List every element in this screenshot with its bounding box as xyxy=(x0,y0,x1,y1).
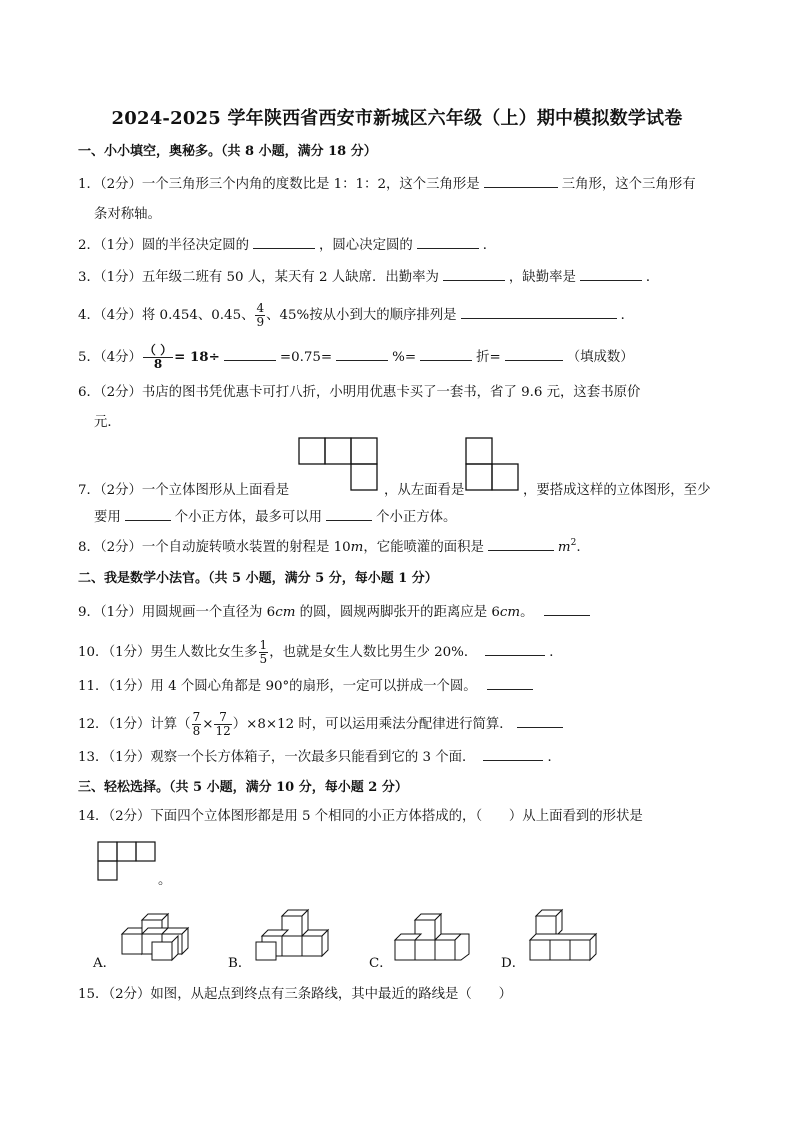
question-11 xyxy=(78,677,537,696)
question-6: 6．（2分）书店的图书凭优惠卡可打八折，小明用优惠卡买了一套书，省了 9.6 元，这套书原价 xyxy=(78,385,641,400)
q12-frac1-den: 8 xyxy=(192,724,201,738)
q12-fraction-2 xyxy=(214,711,231,738)
question-12 xyxy=(78,711,567,738)
q7-text-d: 要用 xyxy=(94,510,121,525)
q2-text-c: ． xyxy=(482,238,497,253)
q7-text-a: 7．（2分）一个立体图形从上面看是 xyxy=(78,483,290,498)
q1-blank[interactable] xyxy=(484,175,558,188)
q11-blank[interactable] xyxy=(487,677,533,690)
q7-top-view-figure xyxy=(298,437,382,495)
q10-frac-den: 5 xyxy=(259,652,268,666)
q4-frac-den: 9 xyxy=(256,315,265,329)
option-b-figure[interactable] xyxy=(252,906,332,962)
q10-frac-num: 1 xyxy=(259,638,268,652)
q5-text-a: 5．（4分） xyxy=(78,350,142,365)
q12-text-b: ）×8×12 时，可以运用乘法分配律进行简算． xyxy=(232,717,513,732)
q10-text-c: ． xyxy=(549,645,563,660)
section-1-heading: 一、小小填空，奥秘多。（共 8 小题，满分 18 分） xyxy=(78,144,377,159)
q4-blank[interactable] xyxy=(461,306,617,319)
q5-fraction xyxy=(143,344,173,371)
question-7-b: ，从左面看是 xyxy=(384,483,465,498)
q10-fraction xyxy=(259,639,269,666)
q4-text-a: 4．（4分）将 0.454、0.45、 xyxy=(78,308,255,323)
q9-text-a: 9．（1分）用圆规画一个直径为 6 xyxy=(78,605,276,620)
option-b-label[interactable]: B． xyxy=(228,956,252,971)
q12-frac2-num: 7 xyxy=(214,711,231,725)
option-a-label[interactable]: A． xyxy=(93,956,117,971)
section-2-heading: 二、我是数学小法官。（共 5 小题，满分 5 分，每小题 1 分） xyxy=(78,571,438,586)
option-a-figure[interactable] xyxy=(118,906,192,962)
option-d-label[interactable]: D． xyxy=(501,956,526,971)
q1-text-b: 三角形，这个三角形有 xyxy=(561,177,696,192)
question-4 xyxy=(78,302,634,329)
question-6-cont: 元． xyxy=(94,415,121,430)
q7-text-e: 个小正方体，最多可以用 xyxy=(174,510,323,525)
q9-unit-1: cm xyxy=(275,605,296,620)
q10-text-b: ，也就是女生人数比男生少 20%． xyxy=(269,645,478,660)
q3-blank-1[interactable] xyxy=(443,268,505,281)
q5-text-f: （填成数） xyxy=(566,350,634,365)
q13-text-a: 13．（1分）观察一个长方体箱子，一次最多只能看到它的 3 个面． xyxy=(78,750,476,765)
q5-text-e: 折= xyxy=(476,350,501,365)
q12-blank[interactable] xyxy=(517,715,563,728)
q2-text-a: 2．（1分）圆的半径决定圆的 xyxy=(78,238,250,253)
q7-left-view-figure xyxy=(465,437,523,495)
q7-blank-2[interactable] xyxy=(326,508,372,521)
question-7 xyxy=(78,482,289,500)
q9-unit-2: cm xyxy=(499,605,521,620)
q5-blank-1[interactable] xyxy=(224,348,276,361)
q9-text-b: 的圆，圆规两脚张开的距离应是 6 xyxy=(295,605,500,620)
q10-text-a: 10．（1分）男生人数比女生多 xyxy=(78,645,258,660)
q8-text-a: 8．（2分）一个自动旋转喷水装置的射程是 10 xyxy=(78,540,351,555)
q9-blank[interactable] xyxy=(544,603,590,616)
q14-top-view-figure xyxy=(97,841,159,883)
option-c-figure[interactable] xyxy=(393,910,473,962)
section-3-heading: 三、轻松选择。（共 5 小题，满分 10 分，每小题 2 分） xyxy=(78,780,408,795)
q12-text-a: 12．（1分）计算（ xyxy=(78,717,191,732)
q2-text-b: ，圆心决定圆的 xyxy=(319,238,413,253)
q8-unit-m2: m xyxy=(557,540,571,555)
question-1-cont: 条对称轴。 xyxy=(94,207,161,222)
q5-blank-3[interactable] xyxy=(420,348,472,361)
q8-text-c: . xyxy=(576,540,581,555)
q8-blank[interactable] xyxy=(488,538,554,551)
q5-frac-num: （ ） xyxy=(143,343,173,357)
q3-text-c: ． xyxy=(645,270,660,285)
page-title: 2024-2025 学年陕西省西安市新城区六年级（上）期中模拟数学试卷 xyxy=(111,108,683,129)
q12-fraction-1 xyxy=(192,711,202,738)
q8-unit-sup: 2 xyxy=(570,538,577,548)
q8-text-b: ，它能喷灌的面积是 xyxy=(363,540,484,555)
question-8 xyxy=(78,538,581,557)
q13-text-c: ． xyxy=(547,750,561,765)
question-5 xyxy=(78,344,634,371)
q1-text-a: 1．（2分）一个三角形三个内角的度数比是 1：1：2，这个三角形是 xyxy=(78,177,480,192)
q12-times: × xyxy=(202,717,214,732)
q5-text-d: %= xyxy=(392,350,417,365)
q2-blank-1[interactable] xyxy=(253,236,315,249)
q4-fraction xyxy=(255,302,265,329)
q9-text-c: 。 xyxy=(520,605,534,620)
q5-blank-2[interactable] xyxy=(336,348,388,361)
q4-frac-num: 4 xyxy=(256,301,265,315)
question-13 xyxy=(78,748,561,767)
q5-frac-den: 8 xyxy=(153,357,163,371)
q10-blank[interactable] xyxy=(485,643,545,656)
question-10 xyxy=(78,639,563,666)
question-15: 15．（2分）如图，从起点到终点有三条路线，其中最近的路线是（ ） xyxy=(78,987,512,1002)
q11-text-a: 11．（1分）用 4 个圆心角都是 90°的扇形，一定可以拼成一个圆。 xyxy=(78,679,477,694)
q8-unit-m: m xyxy=(350,540,364,555)
option-d-figure[interactable] xyxy=(526,906,600,962)
question-7-c: ，要搭成这样的立体图形，至少 xyxy=(523,483,711,498)
q13-blank[interactable] xyxy=(483,748,543,761)
q4-text-b: 、45%按从小到大的顺序排列是 xyxy=(266,308,457,323)
q3-text-a: 3．（1分）五年级二班有 50 人，某天有 2 人缺席．出勤率为 xyxy=(78,270,439,285)
question-1 xyxy=(78,175,696,194)
question-7-cont xyxy=(94,508,456,527)
question-9 xyxy=(78,603,594,622)
q7-text-f: 个小正方体。 xyxy=(376,510,457,525)
q7-blank-1[interactable] xyxy=(125,508,171,521)
q5-text-c: =0.75= xyxy=(279,350,333,365)
question-3 xyxy=(78,268,659,287)
q4-text-c: ． xyxy=(620,308,634,323)
q12-frac2-den: 12 xyxy=(215,724,231,738)
q5-blank-4[interactable] xyxy=(505,348,563,361)
option-c-label[interactable]: C． xyxy=(369,956,393,971)
q2-blank-2[interactable] xyxy=(417,236,479,249)
q12-frac1-num: 7 xyxy=(192,710,201,724)
question-14: 14．（2分）下面四个立体图形都是用 5 个相同的小正方体搭成的，（ ）从上面看到的形状是 xyxy=(78,809,643,824)
q14-dot: 。 xyxy=(158,873,172,888)
q5-text-b: = 18÷ xyxy=(174,349,220,365)
q3-text-b: ，缺勤率是 xyxy=(508,270,576,285)
q3-blank-2[interactable] xyxy=(580,268,642,281)
question-2 xyxy=(78,236,496,255)
